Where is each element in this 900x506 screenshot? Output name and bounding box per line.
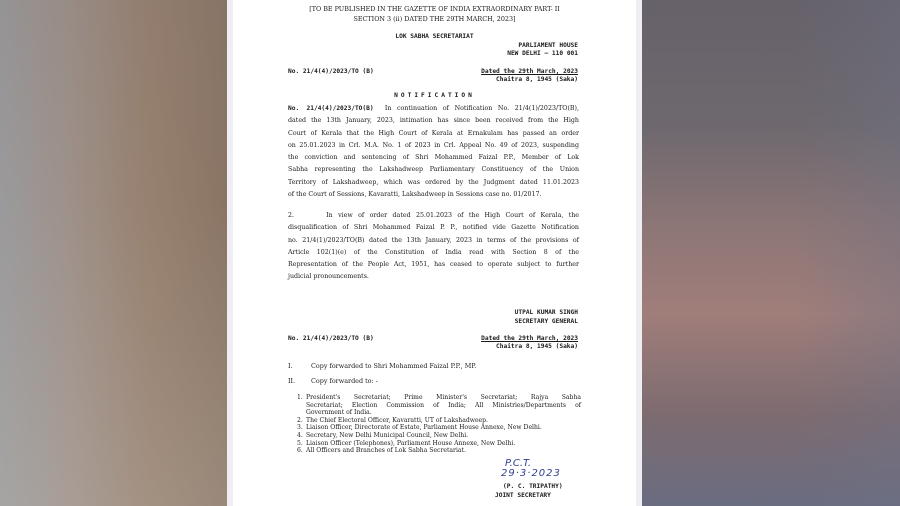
distribution-item: 6. All Officers and Branches of Lok Sabha Secretariat. xyxy=(297,447,466,455)
paragraph-2 xyxy=(288,210,579,284)
saka-date-2: Chaitra 8, 1945 (Saka) xyxy=(496,343,578,350)
handwritten-signature xyxy=(501,459,561,479)
paragraph-2-line-3: no. 21/4(1)/2023/TO(B) dated the 13th January, 2023 in terms of the provisions of xyxy=(288,236,579,244)
gazette-header-line2: SECTION 3 (ii) DATED THE 29TH MARCH, 2023] xyxy=(353,15,516,23)
paragraph-1-line-1: No. 21/4(4)/2023/TO(B) In continuation of Notification No. 21/4(1)/2023/TO(B), xyxy=(288,105,579,112)
paragraph-1-line-4: on 25.01.2023 in Crl. M.A. No. 1 of 2023 in Crl. Appeal No. 49 of 2023, suspending xyxy=(288,141,579,149)
signature-initials: P.C.T. xyxy=(505,458,532,469)
reference-number: No. 21/4(4)/2023/TO (B) xyxy=(288,68,374,75)
distribution-item: 1. President's Secretariat; Prime Minister's Secretariat; Rajya Sabha Secretariat; Election Commission of India; All Ministries/Departments of Government of India. xyxy=(297,394,581,417)
distribution-item: 4. Secretary, New Delhi Municipal Council, New Delhi. xyxy=(297,431,469,439)
copy-item-2-num: II. xyxy=(288,377,296,385)
date-line-2: Dated the 29th March, 2023 xyxy=(481,335,578,342)
distribution-item: 3. Liaison Officer, Directorate of Estate, Parliament House Annexe, New Delhi. xyxy=(297,424,542,432)
paragraph-1-line-6: Sabha representing the Lakshadweep Parliamentary Constituency of the Union xyxy=(288,166,579,174)
paragraph-1-ref: No. 21/4(4)/2023/TO(B) xyxy=(288,105,374,112)
blurred-background-left xyxy=(0,0,228,506)
saka-date: Chaitra 8, 1945 (Saka) xyxy=(496,76,578,83)
paragraph-2-line-5: Representation of the People Act, 1951, has ceased to operate subject to further xyxy=(288,261,579,269)
address-line1: PARLIAMENT HOUSE xyxy=(518,42,578,49)
signatory-1-title: SECRETARY GENERAL xyxy=(514,318,578,325)
gazette-notification-page xyxy=(233,0,636,506)
signature-date: 29·3·2023 xyxy=(501,468,561,479)
paragraph-2-line-6: judicial pronouncements. xyxy=(288,273,369,281)
blurred-background-right xyxy=(642,0,900,506)
paragraph-2-line-2: disqualification of Shri Mohammed Faizal P. P., notified vide Gazette Notification xyxy=(288,224,579,232)
copy-item-1-num: I. xyxy=(288,362,293,370)
signatory-2-title: JOINT SECRETARY xyxy=(495,492,551,499)
paragraph-1 xyxy=(288,103,579,201)
copy-item-1-text: Copy forwarded to Shri Mohammed Faizal P.P., MP. xyxy=(311,362,477,370)
distribution-item: 2. The Chief Electoral Officer, Kavaratti, UT of Lakshadweep. xyxy=(297,416,488,424)
reference-number-2: No. 21/4(4)/2023/TO (B) xyxy=(288,335,374,342)
date-line: Dated the 29th March, 2023 xyxy=(481,68,578,75)
paragraph-1-line-3: Court of Kerala that the High Court of Kerala at Ernakulam has passed an order xyxy=(288,129,579,137)
address-line2: NEW DELHI – 110 001 xyxy=(507,50,578,57)
paragraph-1-line-5: the conviction and sentencing of Shri Mohammed Faizal P.P., Member of Lok xyxy=(288,154,579,162)
distribution-item: 5. Liaison Officer (Telephones), Parliament House Annexe, New Delhi. xyxy=(297,439,516,447)
gazette-header-line1: [TO BE PUBLISHED IN THE GAZETTE OF INDIA EXTRAORDINARY PART- II xyxy=(309,5,560,13)
paper-edge-right xyxy=(636,0,642,506)
distribution-list xyxy=(297,394,581,455)
paragraph-1-line-7: Territory of Lakshadweep, which was ordered by the Judgment dated 11.01.2023 xyxy=(288,178,579,186)
paragraph-1-line-2: dated the 13th January, 2023, intimation has since been received from the High xyxy=(288,117,579,125)
signatory-1-name: UTPAL KUMAR SINGH xyxy=(514,309,578,316)
notification-title: NOTIFICATION xyxy=(394,92,475,99)
paragraph-2-line-4: Article 102(1)(e) of the Constitution of India read with Section 8 of the xyxy=(288,248,579,256)
copy-item-2-text: Copy forwarded to: - xyxy=(311,377,378,385)
paragraph-2-line-1: 2. In view of order dated 25.01.2023 of the High Court of Kerala, the xyxy=(288,212,579,219)
organization-name: LOK SABHA SECRETARIAT xyxy=(395,33,474,40)
paragraph-1-line-8: of the Court of Sessions, Kavaratti, Lakshadweep in Sessions case no. 01/2017. xyxy=(288,191,542,199)
signatory-2-name: (P. C. TRIPATHY) xyxy=(503,483,563,490)
